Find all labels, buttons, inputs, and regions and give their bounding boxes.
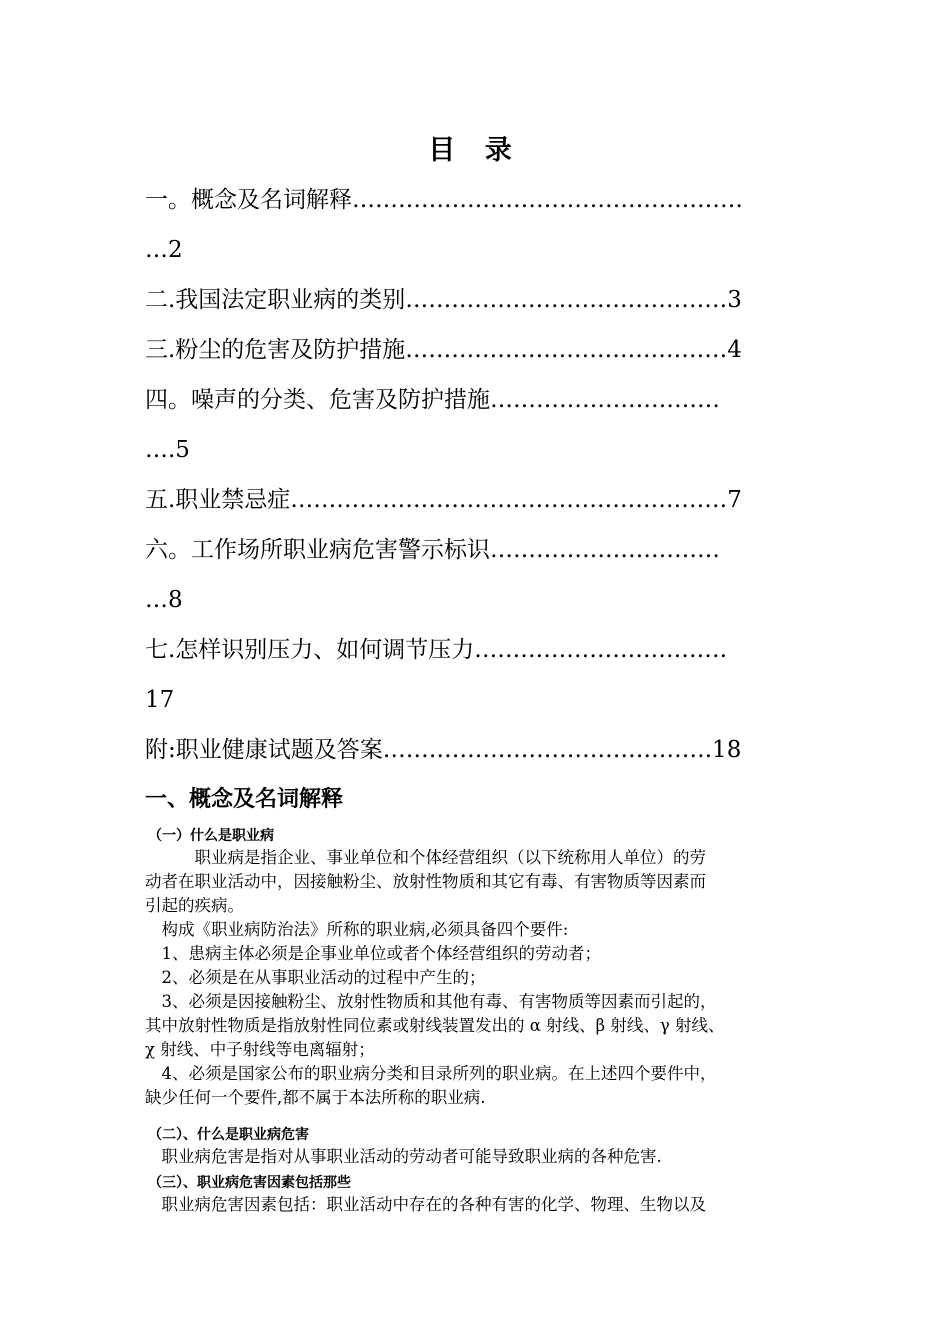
subsection-heading: （一）什么是职业病 [148,828,274,844]
text-line: 1、患病主体必须是企事业单位或者个体经营组织的劳动者； [145,944,601,963]
text-line: 3、必须是因接触粉尘、放射性物质和其他有毒、有害物质等因素而引起的， [145,992,717,1011]
toc-entry: 七.怎样识别压力、如何调节压力…………………………… [145,637,728,663]
text-line: 2、必须是在从事职业活动的过程中产生的； [145,968,486,987]
toc-entry-page: ….5 [145,437,190,463]
subsection-heading: （二）、什么是职业病危害 [148,1127,309,1143]
text-line: χ 射线、中子射线等电离辐射； [145,1040,375,1059]
text-line: 4、必须是国家公布的职业病分类和目录所列的职业病。在上述四个要件中， [145,1064,717,1083]
toc-title: 目 录 [428,135,522,166]
toc-entry: 四。噪声的分类、危害及防护措施………………………… [145,387,720,413]
text-line: 引起的疾病。 [145,896,244,915]
toc-entry-page: …2 [145,237,183,263]
text-line: 缺少任何一个要件,都不属于本法所称的职业病. [145,1088,486,1107]
text-line: 职业病危害因素包括：职业活动中存在的各种有害的化学、物理、生物以及 [145,1195,706,1214]
subsection-heading: （三）、职业病危害因素包括那些 [148,1175,351,1191]
section-heading: 一、概念及名词解释 [145,787,344,812]
paragraph-factors [145,1193,815,1217]
paragraph-hazard [145,1145,815,1169]
toc-entry: 五.职业禁忌症…………………………………………………7 [145,487,742,513]
toc-entry-page: 17 [145,687,175,713]
toc-entry: 附:职业健康试题及答案…………………………………….18 [145,737,742,763]
toc-entry: 三.粉尘的危害及防护措施……………………………………4 [145,337,742,363]
toc-entry: 六。工作场所职业病危害警示标识………………………… [145,537,720,563]
text-line: 其中放射性物质是指放射性同位素或射线装置发出的 α 射线、β 射线、γ 射线、 [145,1016,725,1035]
text-line: 构成《职业病防治法》所称的职业病,必须具备四个要件: [145,920,569,939]
toc-entry: 一。概念及名词解释…………………………………………… [145,187,743,213]
paragraph-definition [145,846,815,1110]
text-line: 职业病是指企业、事业单位和个体经营组织（以下统称用人单位）的劳 [145,848,706,867]
text-line: 动者在职业活动中，因接触粉尘、放射性物质和其它有毒、有害物质等因素而 [145,872,706,891]
text-line: 职业病危害是指对从事职业活动的劳动者可能导致职业病的各种危害. [145,1147,662,1166]
toc-entry: 二.我国法定职业病的类别……………………………………3 [145,287,742,313]
toc-entry-page: …8 [145,587,183,613]
